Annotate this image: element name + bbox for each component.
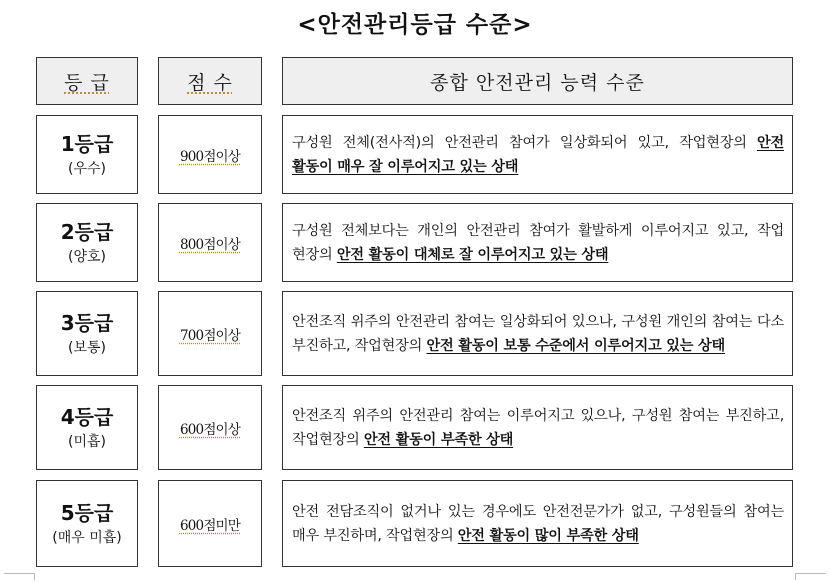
description-cell-5 [282,480,793,567]
description-emphasis: 안전 활동이 대체로 잘 이루어지고 있는 상태 [336,246,609,263]
grade-cell-5 [36,480,138,567]
score-value: 800점이상 [179,236,241,253]
grade-name: 2등급 [60,219,114,244]
header-score-cell [158,57,262,105]
header-grade-cell [36,57,138,105]
score-value: 600점이상 [179,421,241,438]
description-emphasis: 안전 활동이 부족한 상태 [363,431,514,448]
grade-name: 4등급 [60,404,114,429]
description-plain: 구성원 전체보다는 개인의 안전관리 참여가 활발하게 이루어지고 있고, 작업 현장의 [292,222,784,263]
header-description-label: 종합 안전관리 능력 수준 [430,71,645,94]
description-emphasis: 안전 활동이 보통 수준에서 이루어지고 있는 상태 [426,337,726,354]
description-plain: 구성원 전체(전사적)의 안전관리 참여가 일상화되어 있고, 작업현장의 [292,134,757,151]
description-emphasis: 안전 활동이 많이 부족한 상태 [457,527,639,544]
grade-name: 3등급 [60,310,114,335]
description-cell-3 [282,291,793,376]
header-description-cell [282,57,793,105]
description-cell-2 [282,203,793,282]
grade-cell-3 [36,291,138,376]
grade-name: 5등급 [60,500,114,525]
page-corner-right [795,573,826,580]
score-cell-4 [158,385,262,470]
score-value: 700점이상 [179,327,241,344]
score-cell-5 [158,480,262,567]
grade-cell-4 [36,385,138,470]
grade-level: (미흡) [68,433,106,450]
score-cell-2 [158,203,262,282]
score-value: 900점이상 [179,148,241,165]
header-score-label: 점 수 [187,71,233,94]
description-cell-4 [282,385,793,470]
page-corner-left [4,573,35,580]
description-text [283,500,792,548]
grade-cell-2 [36,203,138,282]
score-cell-1 [158,115,262,194]
grade-level: (보통) [68,339,106,356]
page-title: <안전관리등급 수준> [297,12,533,38]
grade-level: (우수) [68,160,106,177]
description-text [283,310,792,358]
description-text [283,404,792,452]
description-emphasis: 안전 활동이 매우 잘 이루어지고 있는 상태 [292,134,784,175]
description-text [283,131,792,179]
grade-level: (양호) [68,248,106,265]
description-cell-1 [282,115,793,194]
grade-level: (매우 미흡) [52,529,122,546]
description-plain: 안전 전담조직이 없거나 있는 경우에도 안전전문가가 없고, 구성원들의 참여는 매우 부진하며, 작업현장의 [292,503,784,544]
grade-name: 1등급 [60,131,114,156]
description-plain: 안전조직 위주의 안전관리 참여는 일상화되어 있으나, 구성원 개인의 참여는 다소 부진하고, 작업현장의 [292,313,784,354]
grade-cell-1 [36,115,138,194]
description-plain: 안전조직 위주의 안전관리 참여는 이루어지고 있으나, 구성원 참여는 부진하고, 작업현장의 [292,407,784,448]
description-text [283,219,792,267]
score-cell-3 [158,291,262,376]
score-value: 600점미만 [179,517,241,534]
header-grade-label: 등 급 [64,71,110,94]
